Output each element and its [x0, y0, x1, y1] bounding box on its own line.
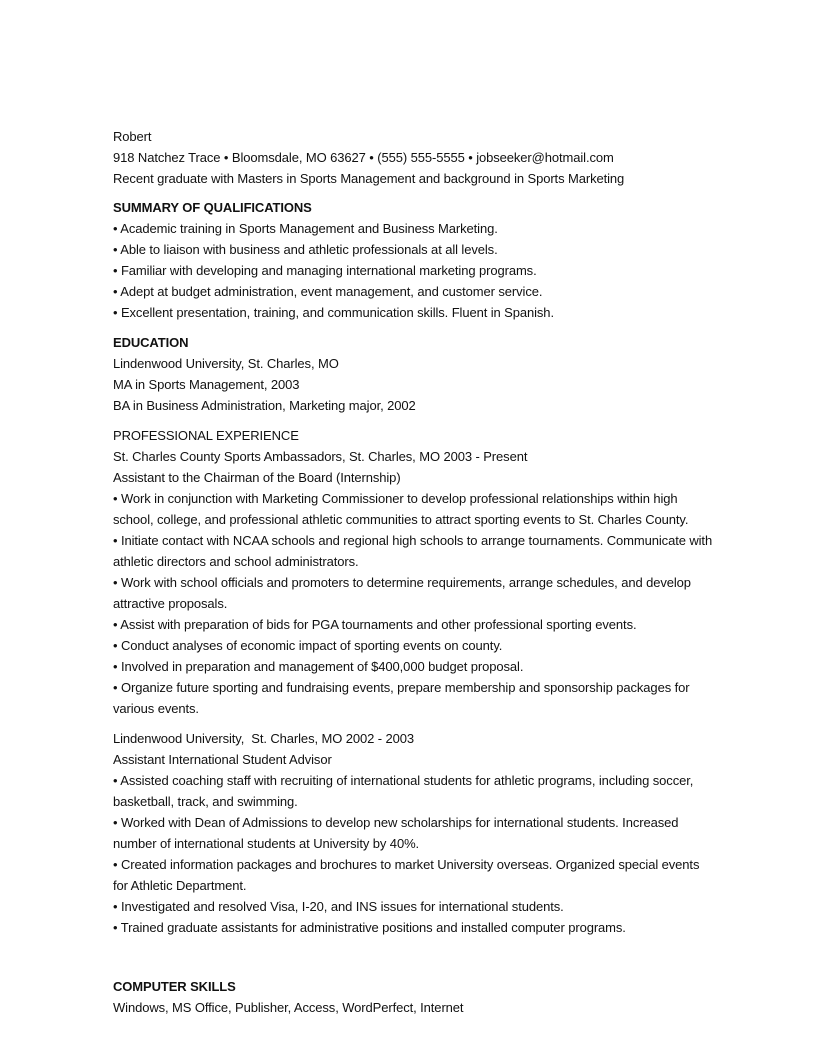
resume-page: [113, 126, 713, 1018]
list-item: • Familiar with developing and managing international marketing programs.: [113, 263, 537, 278]
summary-list: [113, 218, 713, 323]
list-item: • Assisted coaching staff with recruiting of international students for athletic programs, including soccer, basketball, track, and swimming.: [113, 773, 694, 809]
list-item: • Worked with Dean of Admissions to develop new scholarships for international students. Increased number of international students at University by 40%.: [113, 815, 679, 851]
list-item: • Trained graduate assistants for administrative positions and installed computer programs.: [113, 920, 626, 935]
degree-line: MA in Sports Management, 2003: [113, 377, 300, 392]
experience-heading: PROFESSIONAL EXPERIENCE: [113, 428, 299, 443]
tagline: Recent graduate with Masters in Sports Management and background in Sports Marketing: [113, 171, 625, 186]
degree-line: BA in Business Administration, Marketing major, 2002: [113, 398, 416, 413]
list-item: • Conduct analyses of economic impact of sporting events on county.: [113, 638, 503, 653]
job-block: [113, 446, 713, 719]
list-item: • Adept at budget administration, event management, and customer service.: [113, 284, 543, 299]
job-employer: Lindenwood University, St. Charles, MO 2002 - 2003: [113, 731, 415, 746]
job-title: Assistant to the Chairman of the Board (Internship): [113, 470, 401, 485]
list-item: • Academic training in Sports Management and Business Marketing.: [113, 221, 498, 236]
education-block: [113, 353, 713, 416]
job-title: Assistant International Student Advisor: [113, 752, 332, 767]
list-item: • Excellent presentation, training, and communication skills. Fluent in Spanish.: [113, 305, 554, 320]
job-employer: St. Charles County Sports Ambassadors, St. Charles, MO 2003 - Present: [113, 449, 528, 464]
list-item: • Work in conjunction with Marketing Commissioner to develop professional relationships within high school, college, and professional athletic communities to attract sporting events to St. Charles County.: [113, 491, 689, 527]
job-block: [113, 728, 713, 938]
list-item: • Involved in preparation and management of $400,000 budget proposal.: [113, 659, 524, 674]
contact-line: 918 Natchez Trace • Bloomsdale, MO 63627 • (555) 555-5555 • jobseeker@hotmail.com: [113, 150, 614, 165]
list-item: • Organize future sporting and fundraising events, prepare membership and sponsorship packages for various events.: [113, 680, 690, 716]
list-item: • Created information packages and brochures to market University overseas. Organized special events for Athletic Department.: [113, 857, 700, 893]
skills-line: Windows, MS Office, Publisher, Access, WordPerfect, Internet: [113, 1000, 464, 1015]
candidate-name: Robert: [113, 129, 152, 144]
list-item: • Assist with preparation of bids for PGA tournaments and other professional sporting events.: [113, 617, 637, 632]
list-item: • Work with school officials and promoters to determine requirements, arrange schedules, and develop attractive proposals.: [113, 575, 691, 611]
list-item: • Initiate contact with NCAA schools and regional high schools to arrange tournaments. Communicate with athletic directors and school administrators.: [113, 533, 713, 569]
skills-heading: COMPUTER SKILLS: [113, 979, 236, 994]
list-item: • Able to liaison with business and athletic professionals at all levels.: [113, 242, 498, 257]
summary-heading: SUMMARY OF QUALIFICATIONS: [113, 200, 312, 215]
school-line: Lindenwood University, St. Charles, MO: [113, 356, 339, 371]
education-heading: EDUCATION: [113, 335, 189, 350]
list-item: • Investigated and resolved Visa, I-20, and INS issues for international students.: [113, 899, 564, 914]
